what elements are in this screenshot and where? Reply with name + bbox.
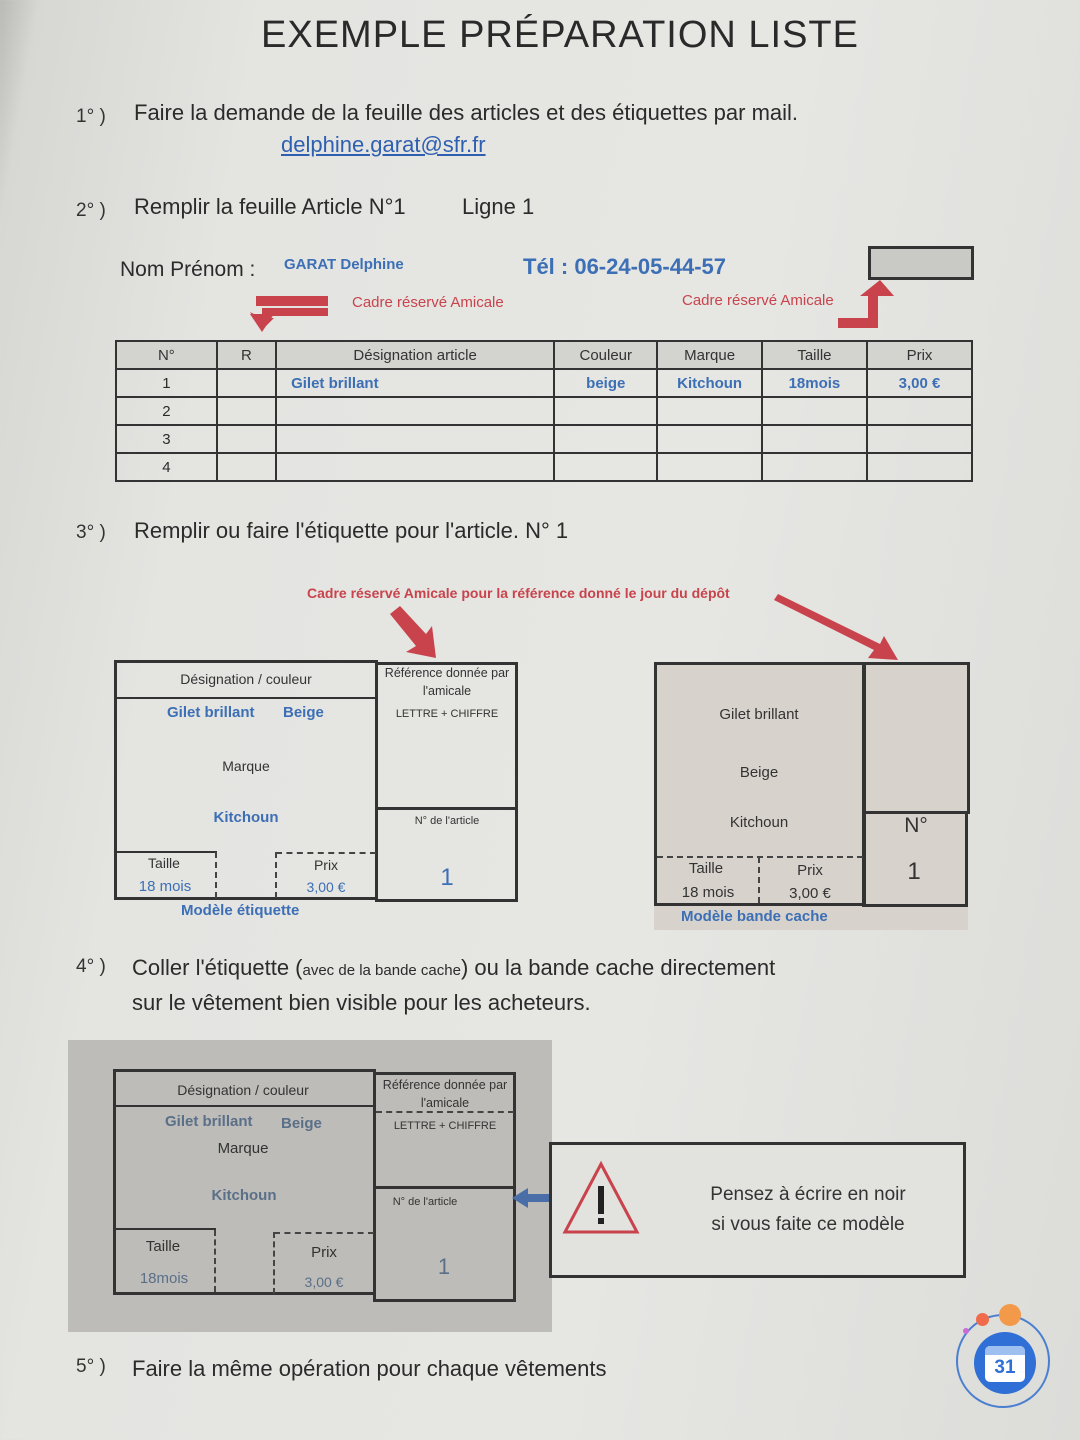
- designation-value: Gilet brillant: [165, 1113, 253, 1130]
- band-designation: Gilet brillant: [719, 706, 799, 723]
- up-arrow-icon: [834, 278, 898, 334]
- purple-dot-icon: [963, 1328, 969, 1334]
- contact-email-link[interactable]: delphine.garat@sfr.fr: [281, 132, 486, 157]
- cell-r: [217, 369, 276, 397]
- cell-taille: [762, 397, 867, 425]
- cell-designation: Gilet brillant: [276, 369, 554, 397]
- divider: [273, 1232, 275, 1294]
- cell-num: 4: [116, 453, 217, 481]
- marque-value: Kitchoun: [211, 1187, 277, 1204]
- header-r: R: [217, 341, 276, 369]
- band-ref-box: [862, 662, 970, 814]
- marque-label: Marque: [217, 1140, 269, 1157]
- warning-line-2: si vous faite ce modèle: [711, 1214, 905, 1235]
- cell-r: [217, 453, 276, 481]
- header-num: N°: [116, 341, 217, 369]
- header-prix: Prix: [867, 341, 972, 369]
- step-4-text-line2: sur le vêtement bien visible pour les acheteurs.: [132, 990, 591, 1015]
- step-1-number: 1° ): [76, 106, 106, 127]
- cell-marque: [657, 425, 761, 453]
- band-num-label: N°: [904, 814, 928, 837]
- table-row: [116, 397, 972, 425]
- taille-label: Taille: [148, 855, 180, 871]
- marque-value: Kitchoun: [213, 809, 279, 826]
- step-4-number: 4° ): [76, 956, 106, 977]
- article-num-label: N° de l'article: [392, 1196, 458, 1208]
- divider: [116, 851, 217, 853]
- cell-taille: 18mois: [762, 369, 867, 397]
- divider: [274, 1232, 374, 1234]
- divider: [275, 852, 277, 898]
- header-marque: Marque: [657, 341, 761, 369]
- step-3-number: 3° ): [76, 522, 106, 543]
- cell-prix: [867, 397, 972, 425]
- contact-name: GARAT Delphine: [284, 256, 404, 273]
- prix-value: 3,00 €: [304, 1274, 344, 1290]
- step-4-text-a: Coller l'étiquette (: [132, 955, 303, 980]
- taille-value: 18 mois: [138, 878, 192, 895]
- cell-r: [217, 425, 276, 453]
- cell-prix: [867, 453, 972, 481]
- reserved-label-2: Cadre réservé Amicale: [682, 292, 834, 309]
- table-header-row: [116, 341, 972, 369]
- header-taille: Taille: [762, 341, 867, 369]
- label-model-caption: Modèle étiquette: [181, 902, 300, 919]
- band-prix: 3,00 €: [789, 885, 831, 902]
- ref-header: Référence donnée par l'amicale: [382, 1078, 508, 1110]
- header-designation: Désignation article: [276, 341, 554, 369]
- article-num-label: N° de l'article: [414, 815, 480, 827]
- cell-couleur: [554, 453, 657, 481]
- divider: [375, 1186, 514, 1189]
- cell-marque: Kitchoun: [657, 369, 761, 397]
- reserved-label-3: Cadre réservé Amicale pour la référence donné le jour du dépôt: [307, 585, 730, 601]
- taille-value: 18mois: [139, 1270, 189, 1287]
- cell-taille: [762, 453, 867, 481]
- red-dot-icon: [976, 1313, 989, 1326]
- divider: [115, 1105, 375, 1107]
- band-prix-label: Prix: [797, 862, 823, 879]
- table-row: [116, 453, 972, 481]
- diagonal-arrow-icon: [772, 594, 904, 664]
- band-taille: 18 mois: [681, 884, 735, 901]
- divider: [377, 807, 516, 810]
- marque-label: Marque: [222, 758, 270, 774]
- ref-sub: LETTRE + CHIFFRE: [395, 708, 499, 720]
- band-taille-label: Taille: [688, 860, 724, 877]
- divider: [214, 1230, 216, 1292]
- page-title: EXEMPLE PRÉPARATION LISTE: [261, 14, 859, 56]
- designation-header: Désignation / couleur: [180, 671, 312, 687]
- cell-couleur: beige: [554, 369, 657, 397]
- step-5-text: Faire la même opération pour chaque vêtements: [132, 1356, 607, 1381]
- table-row: [116, 369, 972, 397]
- step-3-text: Remplir ou faire l'étiquette pour l'article. N° 1: [134, 518, 569, 543]
- prix-label: Prix: [313, 857, 339, 873]
- reserved-box: [868, 246, 974, 280]
- cell-designation: [276, 453, 554, 481]
- band-model-caption: Modèle bande cache: [681, 908, 828, 925]
- step-5-number: 5° ): [76, 1356, 106, 1377]
- cell-designation: [276, 425, 554, 453]
- contact-phone: Tél : 06-24-05-44-57: [523, 254, 726, 279]
- cell-r: [217, 397, 276, 425]
- designation-value: Gilet brillant: [167, 704, 255, 721]
- calendar-day: 31: [994, 1357, 1016, 1378]
- divider: [115, 1228, 216, 1230]
- band-num: 1: [907, 858, 921, 885]
- divider: [215, 852, 217, 898]
- label-model-2: [113, 1069, 376, 1295]
- divider: [276, 852, 376, 854]
- step-1-text: Faire la demande de la feuille des articles et des étiquettes par mail.: [134, 100, 799, 125]
- reserved-label-1: Cadre réservé Amicale: [352, 294, 504, 311]
- band-marque: Kitchoun: [729, 814, 789, 831]
- prix-value: 3,00 €: [306, 879, 346, 895]
- header-couleur: Couleur: [554, 341, 657, 369]
- step-4-text-b: ) ou la bande cache directement: [460, 955, 776, 980]
- cell-taille: [762, 425, 867, 453]
- cell-designation: [276, 397, 554, 425]
- article-num-value: 1: [437, 1254, 451, 1279]
- divider: [657, 856, 863, 858]
- divider: [116, 697, 377, 699]
- step-4-text-small: avec de la bande cache: [302, 962, 461, 979]
- down-arrow-icon: [386, 604, 450, 664]
- warning-line-1: Pensez à écrire en noir: [710, 1184, 906, 1205]
- cell-marque: [657, 453, 761, 481]
- cell-num: 2: [116, 397, 217, 425]
- cell-couleur: [554, 425, 657, 453]
- name-label: Nom Prénom :: [120, 258, 256, 281]
- prix-label: Prix: [311, 1244, 337, 1261]
- cell-marque: [657, 397, 761, 425]
- couleur-value: Beige: [281, 1115, 322, 1132]
- cell-couleur: [554, 397, 657, 425]
- article-table: [115, 340, 973, 482]
- taille-label: Taille: [145, 1238, 181, 1255]
- ref-header: Référence donnée par l'amicale: [384, 666, 510, 698]
- step-2-text: Remplir la feuille Article N°1: [134, 194, 406, 219]
- cell-num: 3: [116, 425, 217, 453]
- table-row: [116, 425, 972, 453]
- warning-icon: [562, 1160, 640, 1236]
- step-2-line: Ligne 1: [462, 194, 535, 219]
- cell-num: 1: [116, 369, 217, 397]
- band-couleur: Beige: [739, 764, 779, 781]
- left-arrow-icon: [240, 288, 340, 332]
- article-num-value: 1: [440, 864, 454, 891]
- cell-prix: 3,00 €: [867, 369, 972, 397]
- cell-prix: [867, 425, 972, 453]
- ref-sub: LETTRE + CHIFFRE: [393, 1120, 497, 1132]
- couleur-value: Beige: [283, 704, 324, 721]
- calendar-header-icon: [985, 1346, 1025, 1355]
- step-2-number: 2° ): [76, 200, 106, 221]
- designation-header: Désignation / couleur: [177, 1082, 309, 1098]
- step-4-text: [132, 955, 775, 981]
- orange-dot-icon: [999, 1304, 1021, 1326]
